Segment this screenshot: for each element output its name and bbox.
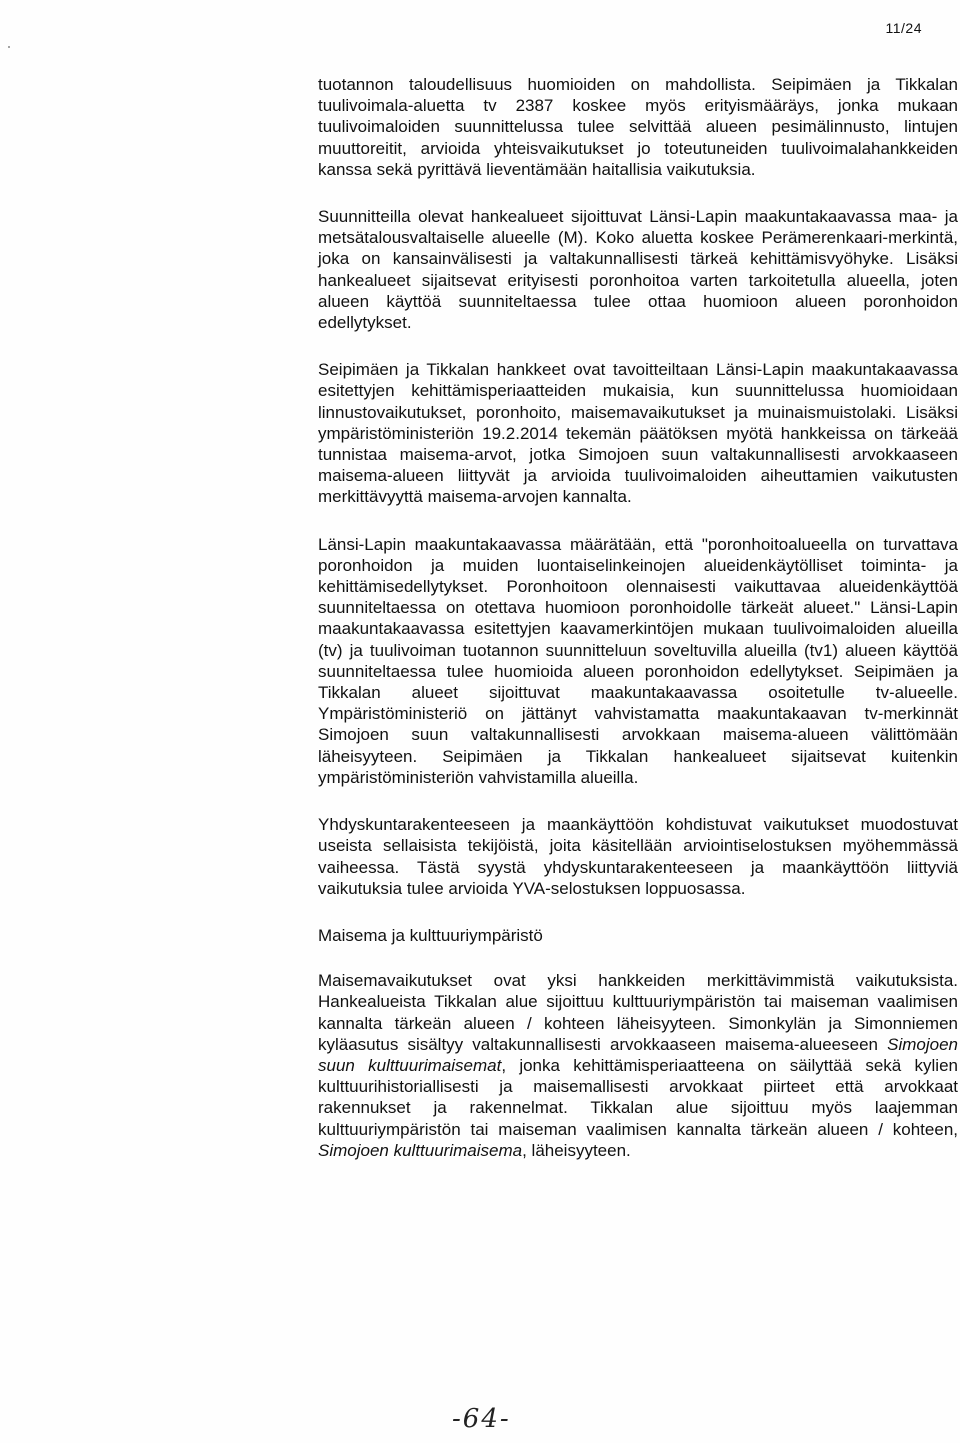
paragraph-6-part-2: , jonka kehittämisperiaatteena on säilyttää sekä kylien kulttuurihistoriallisesti ja maisemallisesti arvokkaat piirteet että arvokkaat rakennukset ja rakennelmat. Tikkalan alue sijoittuu myös laajemman kulttuuriympäristön tai maiseman vaalimisen kannalta tärkeän alueen / kohteen, — [318, 1055, 958, 1139]
page-number: 11/24 — [885, 20, 922, 36]
paragraph-5: Yhdyskuntarakenteeseen ja maankäyttöön kohdistuvat vaikutukset muodostuvat useista sellaisista tekijöistä, joita käsitellään arviointiselostuksen myöhemmässä vaiheessa. Tästä syystä yhdyskuntarakenteeseen ja maankäyttöön liittyviä vaikutuksia tulee arvioida YVA-selostuksen loppuosassa. — [318, 815, 958, 898]
section-heading: Maisema ja kulttuuriympäristö — [318, 925, 543, 945]
paragraph-6-italic-1: Simojoen suun kulttuurimaisemat — [318, 1034, 958, 1075]
paragraph-2: Suunnitteilla olevat hankealueet sijoittuvat Länsi-Lapin maakuntakaavassa maa- ja metsätalousvaltaiselle alueelle (M). Koko aluetta koskee Perämerenkaari-merkintä, joka on kansainvälisesti ja valtakunnallisesti tärkeä kehittämisvyöhyke. Lisäksi hankealueet sijaitsevat erityisesti poronhoitoa varten tarkoitetulla alueella, joten alueen käyttöä suunniteltaessa tulee ottaa huomioon alueen poronhoidon edellytykset. — [318, 207, 958, 333]
paragraph-6-part-1: Maisemavaikutukset ovat yksi hankkeiden merkittävimmistä vaikutuksista. Hankealueista Tikkalan alue sijoittuu kulttuuriympäristön tai maiseman vaalimisen kannalta tärkeän alueen / kohteen läheisyyteen. Simonkylän ja Simonniemen kyläasutus sisältyy valtakunnallisesti arvokkaaseen maisema-alueeseen — [318, 971, 958, 1054]
paragraph-6-italic-2: Simojoen kulttuurimaisema — [318, 1140, 523, 1160]
paragraph-6 — [318, 970, 958, 1161]
scan-speck — [8, 46, 10, 48]
body-text — [318, 74, 958, 1187]
paragraph-4: Länsi-Lapin maakuntakaavassa määrätään, että "poronhoitoalueella on turvattava poronhoidon ja muiden luontaiselinkeinojen alueidenkäytölliset toiminta- ja kehittämisedellytykset. Poronhoitoon olennaisesti vaikuttavaa alueidenkäyttöä suunniteltaessa on otettava huomioon poronhoidolle tärkeät alueet." Länsi-Lapin maakuntakaavassa esitettyjen kaavamerkintöjen mukaan tuulivoimaloiden alueilla (tv) ja tuulivoiman tuotannon suunnitteluun soveltuvilla alueilla (tv1) alueen käyttöä suunniteltaessa tulee huomioida alueen poronhoidon edellytykset. Seipimäen ja Tikkalan alueet sijoittuvat maakuntakaavassa osoitetulle tv-alueelle. Ympäristöministeriö on jättänyt vahvistamatta maakuntakaavan tv-merkinnät Simojoen suun valtakunnallisesti arvokkaan maisema-alueen välittömään läheisyyteen. Seipimäen ja Tikkalan hankealueet sijaitsevat kuitenkin ympäristöministeriön vahvistamilla alueilla. — [318, 534, 958, 787]
paragraph-3: Seipimäen ja Tikkalan hankkeet ovat tavoitteiltaan Länsi-Lapin maakuntakaavassa esitettyjen kehittämisperiaatteiden mukaisia, kun suunnittelussa huomioidaan linnustovaikutukset, poronhoito, maisemavaikutukset ja muinaismuistolaki. Lisäksi ympäristöministeriön 19.2.2014 tekemän päätöksen myötä hankkeissa on tärkeää tunnistaa maisema-arvot, jotka Simojoen suun valtakunnallisesti arvokkaaseen maisema-alueen liittyvät ja arvioida tuulivoimaloiden aiheuttamien vaikutusten merkittävyyttä maisema-arvojen kannalta. — [318, 360, 958, 507]
paragraph-6-part-3: , läheisyyteen. — [522, 1140, 631, 1160]
handwritten-page-mark: -64- — [452, 1404, 511, 1434]
paragraph-1: tuotannon taloudellisuus huomioiden on mahdollista. Seipimäen ja Tikkalan tuulivoimala-aluetta tv 2387 koskee myös erityismääräys, jonka mukaan tuulivoimaloiden suunnittelussa tulee selvittää alueen pesimälinnusto, lintujen muuttoreitit, arvioida yhteisvaikutukset jo toteutuneiden tuulivoimalahankkeiden kanssa sekä pyrittävä lieventämään haitallisia vaikutuksia. — [318, 75, 958, 179]
